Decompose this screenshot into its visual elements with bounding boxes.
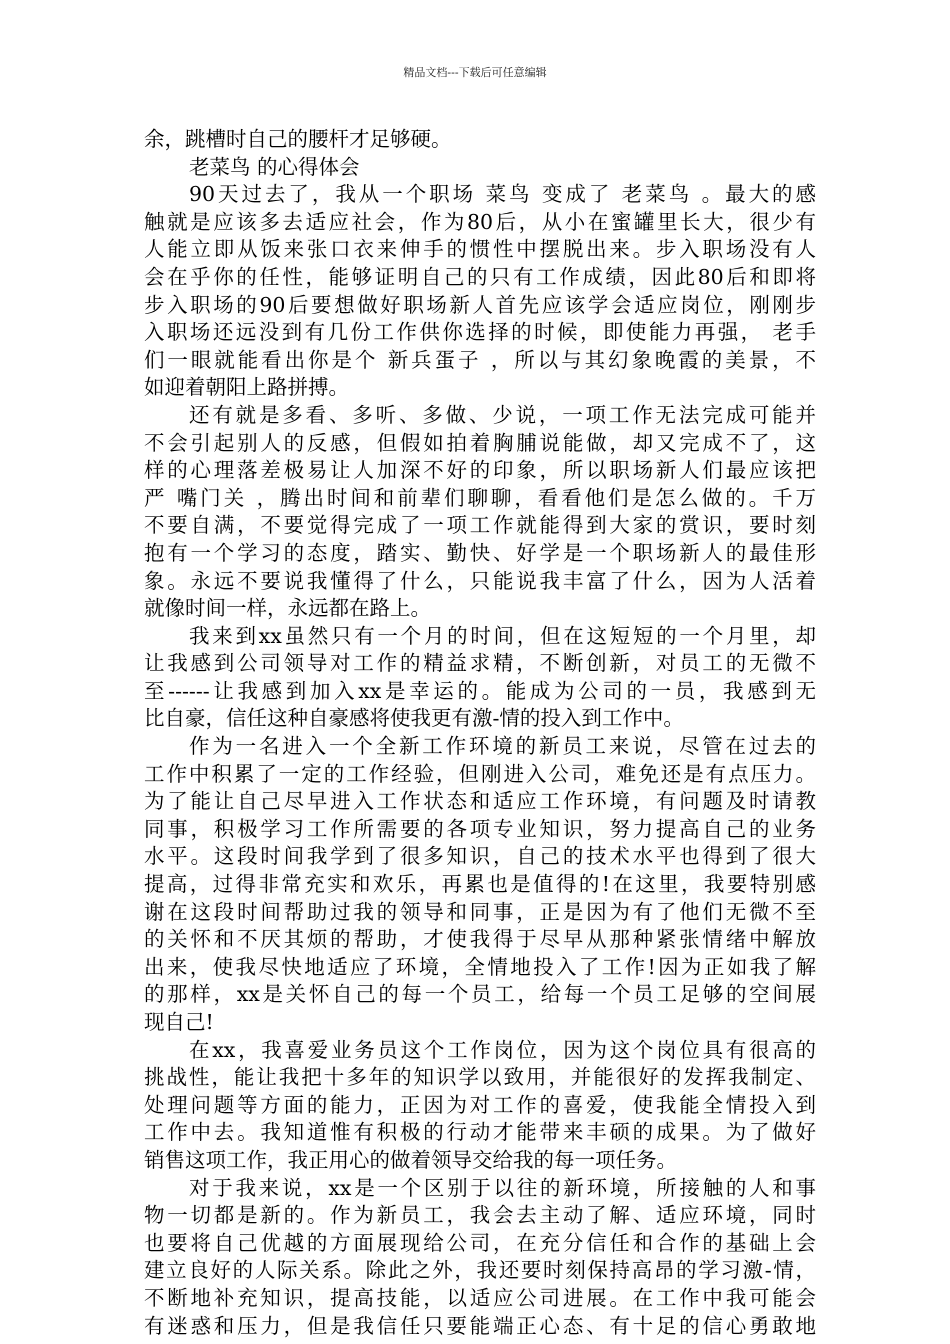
text-line: 出来，使我尽快地适应了环境，全情地投入了工作!因为正如我了解 bbox=[144, 954, 816, 979]
text-line: 水平。这段时间我学到了很多知识，自己的技术水平也得到了很大 bbox=[144, 844, 816, 869]
text-line: 销售这项工作，我正用心的做着领导交给我的每一项任务。 bbox=[144, 1147, 677, 1172]
text-line: 在xx，我喜爱业务员这个工作岗位，因为这个岗位具有很高的 bbox=[189, 1037, 816, 1062]
text-line: 挑战性，能让我把十多年的知识学以致用，并能很好的发挥我制定、 bbox=[144, 1065, 816, 1090]
text-line: 象。永远不要说我懂得了什么，只能说我丰富了什么，因为人活着 bbox=[144, 568, 816, 593]
text-line: 会在乎你的任性，能够证明自己的只有工作成绩，因此80后和即将 bbox=[144, 264, 816, 289]
text-line: 样的心理落差极易让人加深不好的印象，所以职场新人们最应该把 bbox=[144, 458, 816, 483]
text-line: 工作中去。我知道惟有积极的行动才能带来丰硕的成果。为了做好 bbox=[144, 1120, 816, 1145]
text-line: 同事，积极学习工作所需要的各项专业知识，努力提高自己的业务 bbox=[144, 816, 816, 841]
text-line: 比自豪，信任这种自豪感将使我更有激-情的投入到工作中。 bbox=[144, 706, 684, 731]
text-line: 的关怀和不厌其烦的帮助，才使我得于尽早从那种紧张情绪中解放 bbox=[144, 927, 816, 952]
document-body bbox=[144, 126, 816, 1340]
text-line: 现自己! bbox=[144, 1010, 214, 1034]
text-line: 不会引起别人的反感，但假如拍着胸脯说能做，却又完成不了，这 bbox=[144, 430, 816, 455]
text-line: 90天过去了，我从一个职场 菜鸟 变成了 老菜鸟 。最大的感 bbox=[189, 182, 816, 207]
text-line: 也要将自己优越的方面展现给公司，在充分信任和合作的基础上会 bbox=[144, 1230, 816, 1255]
text-line: 作为一名进入一个全新工作环境的新员工来说，尽管在过去的 bbox=[189, 734, 816, 759]
text-line: 抱有一个学习的态度，踏实、勤快、好学是一个职场新人的最佳形 bbox=[144, 540, 816, 565]
text-line: 建立良好的人际关系。除此之外，我还要时刻保持高昂的学习激-情， bbox=[144, 1258, 816, 1283]
text-line: 老菜鸟 的心得体会 bbox=[189, 154, 360, 179]
text-line: 如迎着朝阳上路拼搏。 bbox=[144, 375, 349, 400]
text-line: 工作中积累了一定的工作经验，但刚进入公司，难免还是有点压力。 bbox=[144, 761, 816, 786]
text-line: 有迷惑和压力，但是我信任只要能端正心态、有十足的信心勇敢地 bbox=[144, 1313, 816, 1338]
text-line: 处理问题等方面的能力，正因为对工作的喜爱，使我能全情投入到 bbox=[144, 1092, 816, 1117]
text-line: 步入职场的90后要想做好职场新人首先应该学会适应岗位，刚刚步 bbox=[144, 292, 816, 317]
text-line: 的那样，xx是关怀自己的每一个员工，给每一个员工足够的空间展 bbox=[144, 982, 816, 1007]
text-line: 不断地补充知识，提高技能，以适应公司进展。在工作中我可能会 bbox=[144, 1285, 816, 1310]
text-line: 物一切都是新的。作为新员工，我会去主动了解、适应环境，同时 bbox=[144, 1203, 816, 1228]
text-line: 就像时间一样，永远都在路上。 bbox=[144, 596, 431, 621]
text-line: 至------让我感到加入xx是幸运的。能成为公司的一员，我感到无 bbox=[144, 678, 816, 703]
text-line: 人能立即从饭来张口衣来伸手的惯性中摆脱出来。步入职场没有人 bbox=[144, 237, 816, 262]
text-line: 不要自满，不要觉得完成了一项工作就能得到大家的赏识，要时刻 bbox=[144, 513, 816, 538]
text-line: 谢在这段时间帮助过我的领导和同事，正是因为有了他们无微不至 bbox=[144, 899, 816, 924]
text-line: 为了能让自己尽早进入工作状态和适应工作环境，有问题及时请教 bbox=[144, 789, 816, 814]
text-line: 入职场还远没到有几份工作供你选择的时候，即使能力再强， 老手 bbox=[144, 320, 816, 345]
text-line: 余，跳槽时自己的腰杆才足够硬。 bbox=[144, 127, 452, 151]
text-line: 对于我来说，xx是一个区别于以往的新环境，所接触的人和事 bbox=[189, 1175, 816, 1200]
text-line: 触就是应该多去适应社会，作为80后，从小在蜜罐里长大，很少有 bbox=[144, 209, 816, 234]
text-line: 我来到xx虽然只有一个月的时间，但在这短短的一个月里，却 bbox=[189, 623, 816, 648]
text-line: 还有就是多看、多听、多做、少说，一项工作无法完成可能并 bbox=[189, 402, 816, 427]
text-line: 提高，过得非常充实和欢乐，再累也是值得的!在这里，我要特别感 bbox=[144, 872, 816, 897]
text-line: 们一眼就能看出你是个 新兵蛋子 ，所以与其幻象晚霞的美景，不 bbox=[144, 347, 816, 372]
text-line: 严 嘴门关 ，腾出时间和前辈们聊聊，看看他们是怎么做的。千万 bbox=[144, 485, 816, 510]
page-header: 精品文档---下载后可任意编辑 bbox=[403, 66, 547, 79]
text-line: 让我感到公司领导对工作的精益求精，不断创新，对员工的无微不 bbox=[144, 651, 816, 676]
